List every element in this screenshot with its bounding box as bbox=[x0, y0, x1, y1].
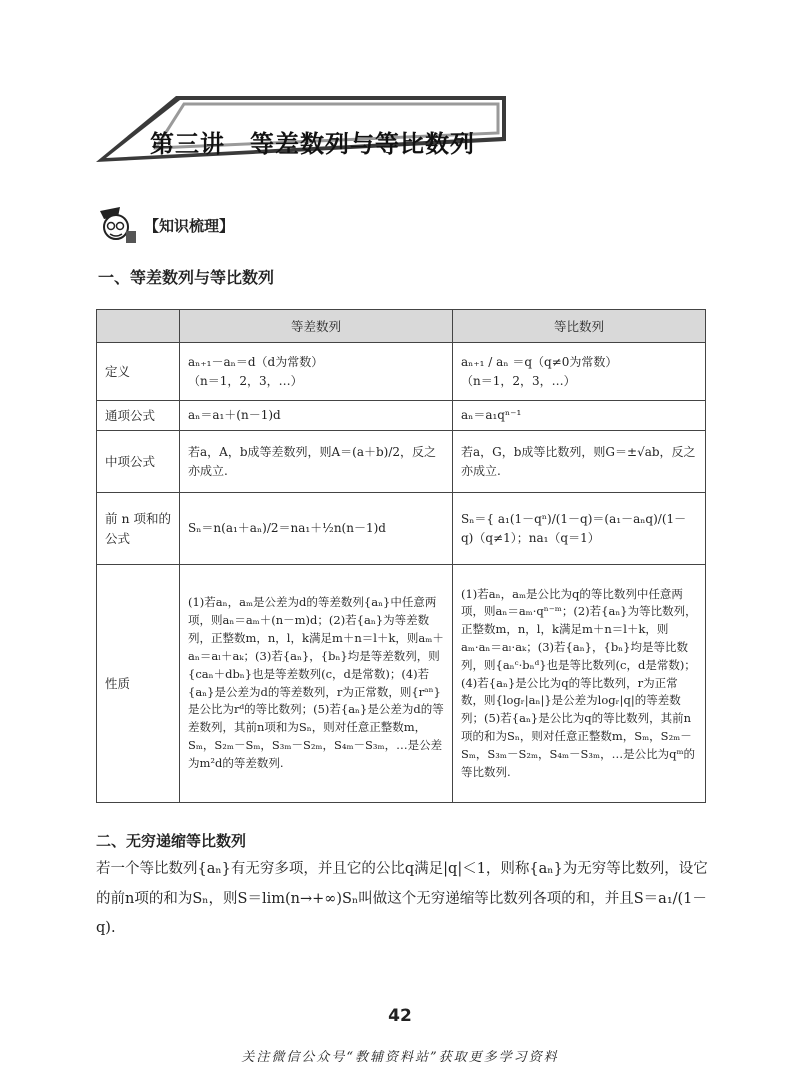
knowledge-heading bbox=[96, 205, 234, 245]
knowledge-label: 【知识梳理】 bbox=[144, 216, 235, 235]
table-row bbox=[97, 565, 706, 803]
cell-geo: (1)若aₙ，aₘ是公比为q的等比数列中任意两项，则aₙ＝aₘ·qⁿ⁻ᵐ；(2)若{aₙ}为等比数列，正整数m，n，l，k满足m＋n＝l＋k，则aₘ·aₙ＝aₗ·aₖ；(3)若{aₙ}，{bₙ}均是等比数列，则{aₙᶜ·bₙᵈ}也是等比数列(c，d是常数)；(4)若{aₙ}是公比为q的等比数列，r为正常数，则{logᵣ|aₙ|}是公差为logᵣ|q|的等差数列；(5)若{aₙ}是公比为q的等比数列，其前n项的和为Sₙ，则对任意正整数m，Sₘ，S₂ₘ－Sₘ，S₃ₘ－S₂ₘ，S₄ₘ－S₃ₘ，…是公比为qᵐ的等比数列. bbox=[453, 565, 706, 803]
table-row bbox=[97, 401, 706, 431]
cell-arith: aₙ₊₁－aₙ＝d（d为常数） （n＝1，2，3，…） bbox=[180, 343, 453, 401]
footer-note: 关注微信公众号“教辅资料站”获取更多学习资料 bbox=[241, 1050, 559, 1065]
cell-geo: aₙ₊₁ / aₙ ＝q（q≠0为常数） （n＝1，2，3，…） bbox=[453, 343, 706, 401]
cell-geo: 若a，G，b成等比数列，则G＝±√ab，反之亦成立. bbox=[453, 431, 706, 493]
table-row bbox=[97, 343, 706, 401]
page-title: 第三讲 等差数列与等比数列 bbox=[150, 130, 475, 158]
cell-arith: aₙ＝a₁＋(n－1)d bbox=[180, 401, 453, 431]
comparison-table bbox=[96, 309, 706, 803]
cartoon-teacher-icon bbox=[96, 205, 140, 245]
row-label: 中项公式 bbox=[97, 431, 180, 493]
cell-geo: aₙ＝a₁qⁿ⁻¹ bbox=[453, 401, 706, 431]
cell-geo: Sₙ＝{ a₁(1－qⁿ)/(1－q)＝(a₁－aₙq)/(1－q)（q≠1）；na₁（q＝1） bbox=[453, 493, 706, 565]
row-label: 定义 bbox=[97, 343, 180, 401]
section1-title: 一、等差数列与等比数列 bbox=[98, 268, 275, 287]
header-geo: 等比数列 bbox=[453, 310, 706, 343]
table-header-row bbox=[97, 310, 706, 343]
section2-body: 若一个等比数列{aₙ}有无穷多项，并且它的公比q满足|q|＜1，则称{aₙ}为无穷等比数列，设它的前n项的和为Sₙ，则S＝lim(n→+∞)Sₙ叫做这个无穷递缩等比数列各项的和，并且S＝a₁/(1－q). bbox=[96, 861, 708, 937]
header-arith: 等差数列 bbox=[180, 310, 453, 343]
row-label: 通项公式 bbox=[97, 401, 180, 431]
header-corner bbox=[97, 310, 180, 343]
page-number: 42 bbox=[388, 1006, 412, 1026]
cell-arith: (1)若aₙ，aₘ是公差为d的等差数列{aₙ}中任意两项，则aₙ＝aₘ＋(n－m)d；(2)若{aₙ}为等差数列，正整数m，n，l，k满足m＋n＝l＋k，则aₘ＋aₙ＝aₗ＋aₖ；(3)若{aₙ}，{bₙ}均是等差数列，则{caₙ＋dbₙ}也是等差数列(c，d是常数)；(4)若{aₙ}是公差为d的等差数列，r为正常数，则{rᵃⁿ}是公比为rᵈ的等比数列；(5)若{aₙ}是公差为d的等差数列，其前n项和为Sₙ，则对任意正整数m，Sₘ，S₂ₘ－Sₘ，S₃ₘ－S₂ₘ，S₄ₘ－S₃ₘ，…是公差为m²d的等差数列. bbox=[180, 565, 453, 803]
table-row bbox=[97, 493, 706, 565]
row-label: 前 n 项和的公式 bbox=[97, 493, 180, 565]
table-row bbox=[97, 431, 706, 493]
section2-title: 二、无穷递缩等比数列 bbox=[96, 832, 247, 850]
cell-arith: 若a，A，b成等差数列，则A＝(a＋b)/2，反之亦成立. bbox=[180, 431, 453, 493]
row-label: 性质 bbox=[97, 565, 180, 803]
cell-arith: Sₙ＝n(a₁＋aₙ)/2＝na₁＋½n(n－1)d bbox=[180, 493, 453, 565]
